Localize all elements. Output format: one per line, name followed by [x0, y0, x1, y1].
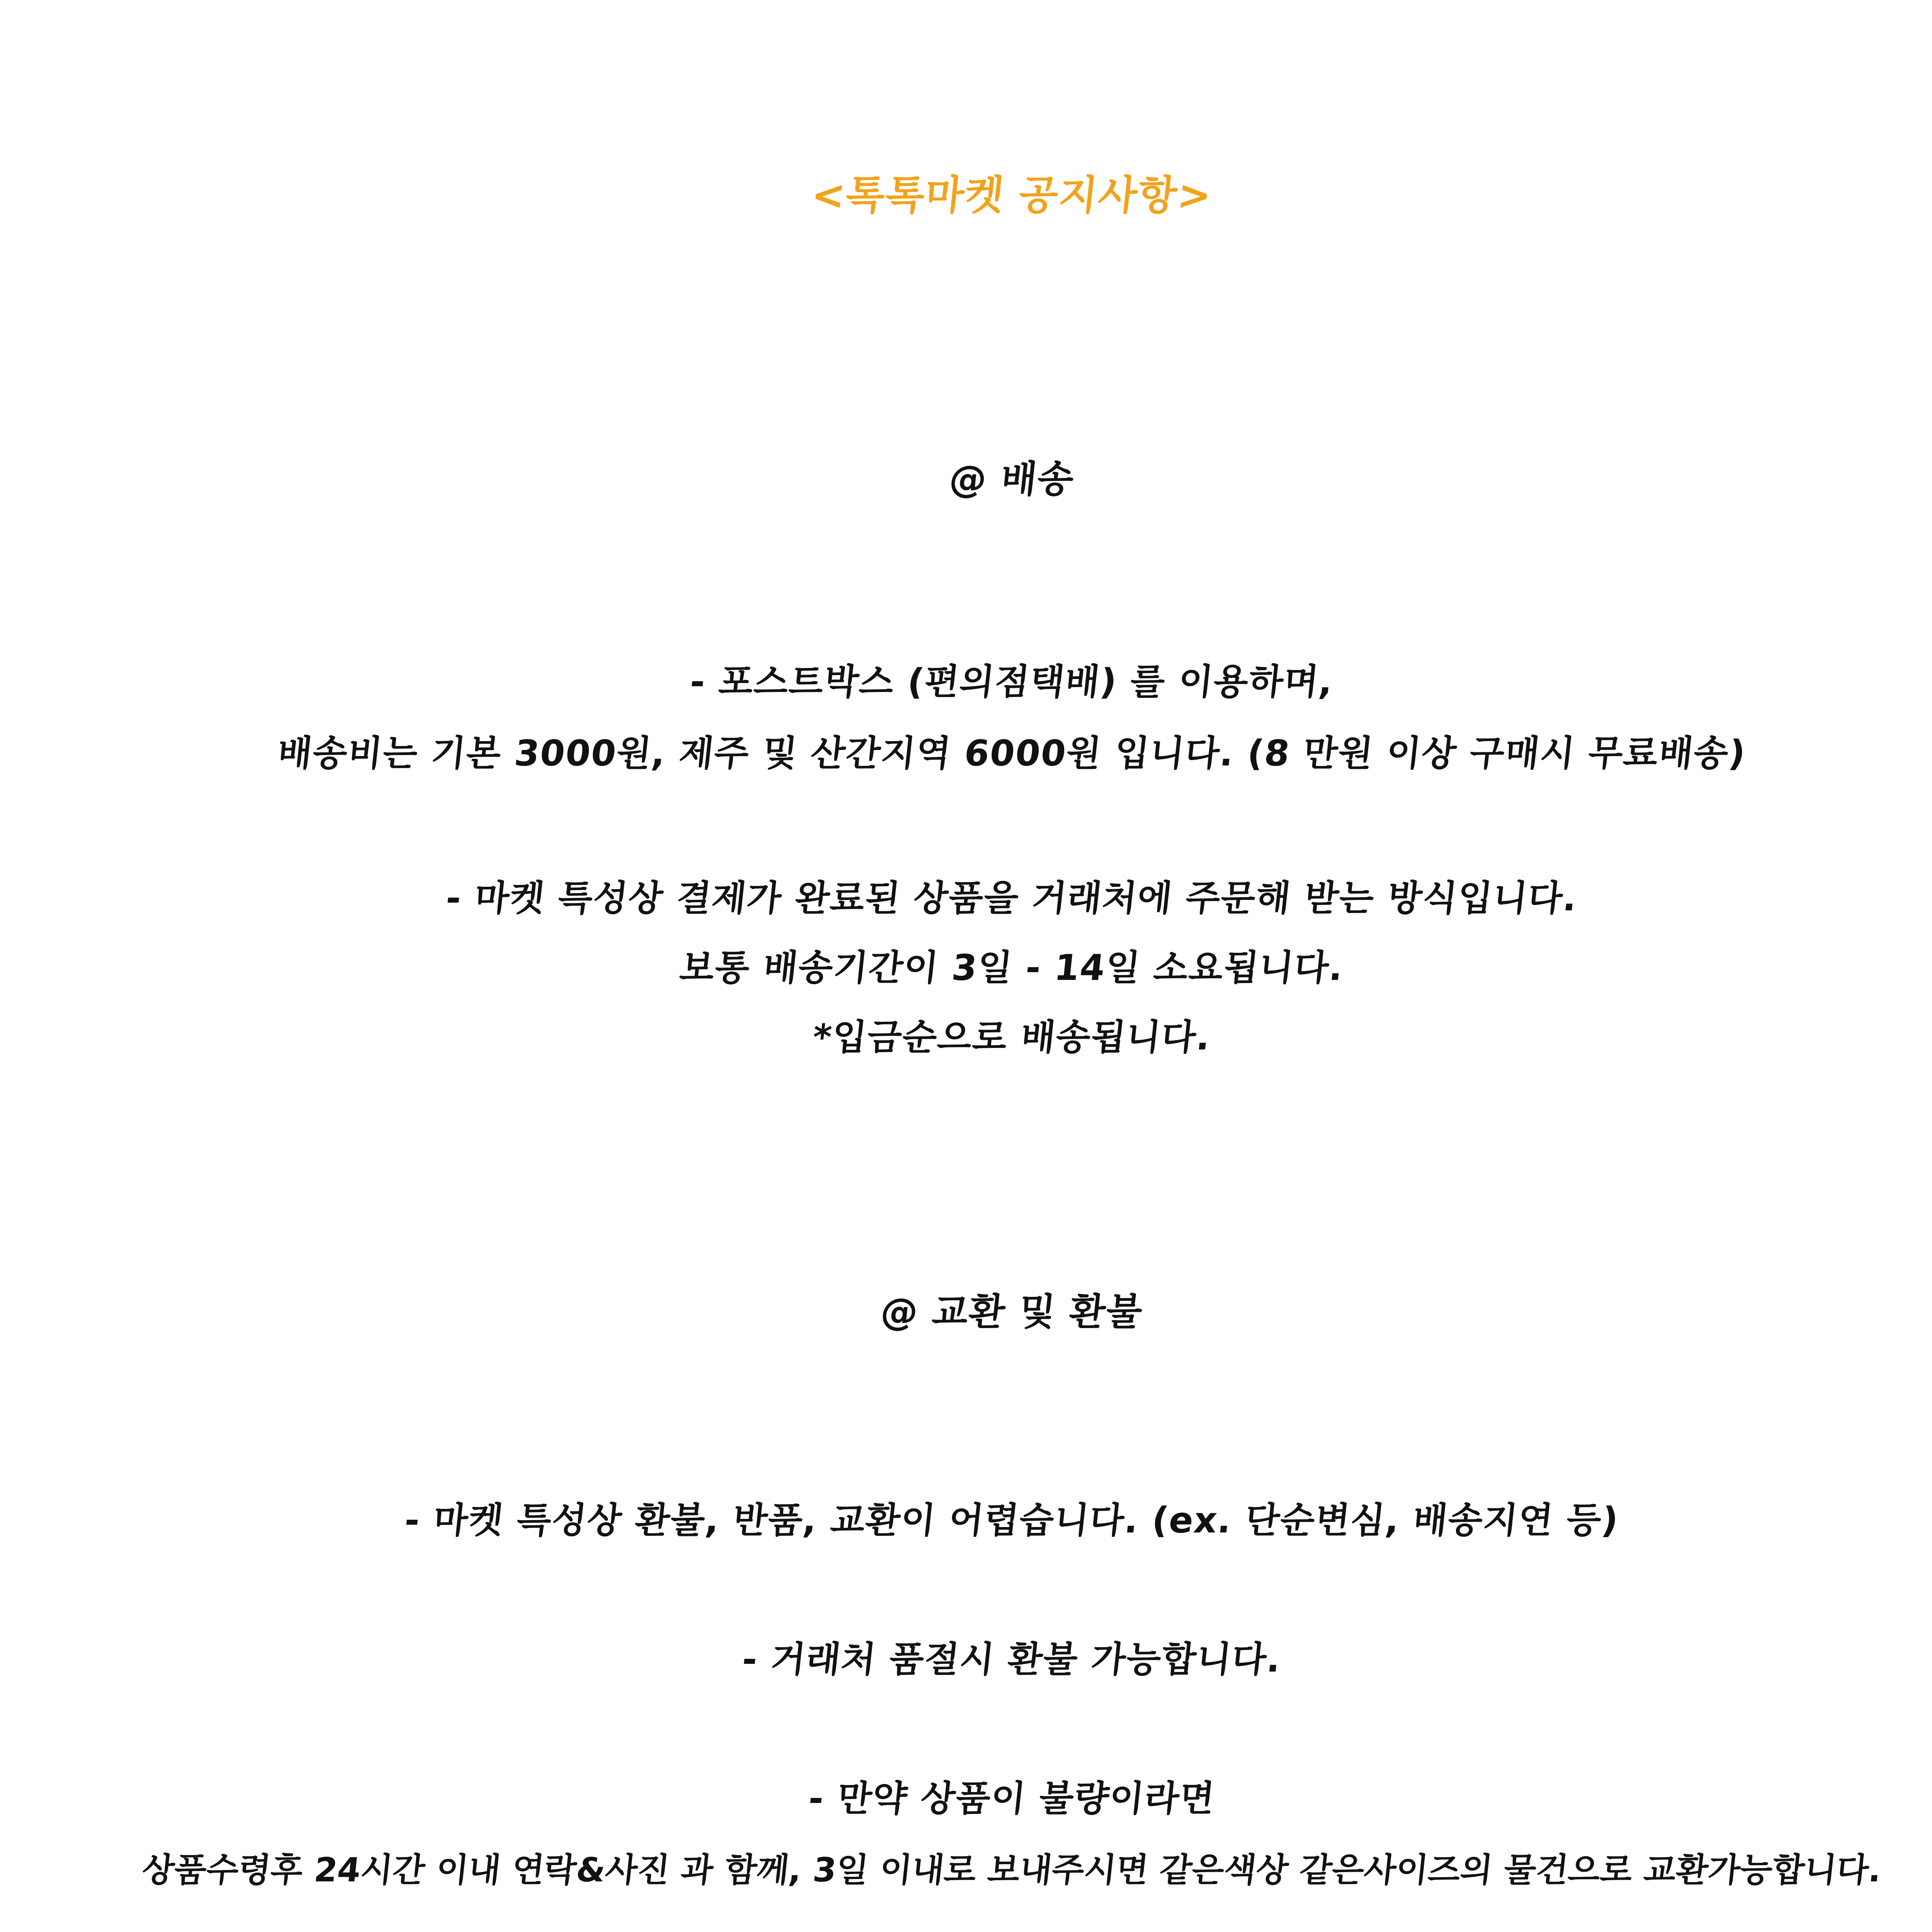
shipping-line-2: 배송비는 기본 3000원, 제주 및 산간지역 6000원 입니다. (8 만원 이상 구매시 무료배송): [276, 733, 1748, 774]
exchange-line-3: - 만약 상품이 불량이라면: [806, 1778, 1217, 1819]
page-title: <톡톡마켓 공지사항>: [809, 172, 1215, 219]
shipping-line-1: - 포스트박스 (편의점택배) 를 이용하며,: [688, 661, 1336, 702]
shipping-line-3: - 마켓 특성상 결제가 완료된 상품을 거래처에 주문해 받는 방식입니다.: [444, 878, 1580, 919]
exchange-line-4: 상품수령후 24시간 이내 연락&사진 과 함께, 3일 이내로 보내주시면 같은색상 같은사이즈의 물건으로 교환가능합니다.: [140, 1851, 1884, 1889]
exchange-line-1: - 마켓 특성상 환불, 반품, 교환이 어렵습니다. (ex. 단순변심, 배송지연 등): [403, 1500, 1621, 1541]
exchange-heading: @ 교환 및 환불: [878, 1290, 1145, 1333]
exchange-line-2: - 거래처 품절시 환불 가능합니다.: [740, 1639, 1284, 1680]
shipping-line-5: *입금순으로 배송됩니다.: [811, 1017, 1213, 1058]
shipping-line-4: 보통 배송기간이 3일 - 14일 소요됩니다.: [678, 947, 1346, 988]
shipping-heading: @ 배송: [947, 457, 1077, 501]
